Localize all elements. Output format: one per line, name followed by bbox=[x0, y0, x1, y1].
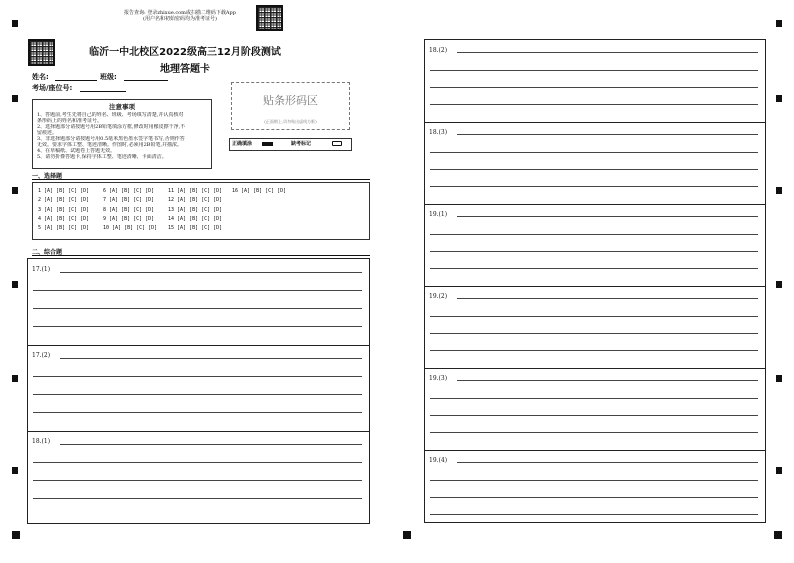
choice-item[interactable]: 14 [A] [B] [C] [D] bbox=[168, 215, 223, 222]
answer-line[interactable] bbox=[33, 308, 362, 309]
section-1-rule bbox=[32, 179, 370, 180]
answer-line[interactable] bbox=[33, 498, 362, 499]
exam-title: 临沂一中北校区2022级高三12月阶段测试 bbox=[89, 47, 281, 58]
notes-box bbox=[32, 99, 212, 169]
answer-line[interactable] bbox=[430, 432, 758, 433]
answer-label: 17.(2) bbox=[32, 352, 51, 359]
block-divider bbox=[28, 431, 369, 432]
timing-mark bbox=[12, 531, 20, 539]
answer-line[interactable] bbox=[430, 350, 758, 351]
block-divider bbox=[425, 122, 765, 123]
answer-line[interactable] bbox=[457, 52, 758, 53]
class-field[interactable] bbox=[124, 80, 168, 81]
block-divider bbox=[425, 204, 765, 205]
answer-line[interactable] bbox=[430, 497, 758, 498]
seat-label: 考场/座位号: bbox=[32, 84, 73, 92]
note-line: 3、非选择题部分请按题号用0.5毫米黑色墨水签字笔书写,否则作答 bbox=[37, 136, 185, 142]
answer-line[interactable] bbox=[457, 380, 758, 381]
choice-item[interactable]: 3 [A] [B] [C] [D] bbox=[38, 206, 90, 213]
note-line: 4、在草稿纸、试题卷上答题无效。 bbox=[37, 148, 116, 154]
answer-label: 18.(1) bbox=[32, 438, 51, 445]
answer-line[interactable] bbox=[60, 272, 362, 273]
timing-mark bbox=[776, 95, 782, 102]
answer-line[interactable] bbox=[457, 134, 758, 135]
answer-line[interactable] bbox=[457, 216, 758, 217]
answer-label: 18.(3) bbox=[429, 129, 448, 136]
answer-line[interactable] bbox=[430, 234, 758, 235]
choice-item[interactable]: 7 [A] [B] [C] [D] bbox=[103, 197, 155, 204]
answer-line[interactable] bbox=[430, 186, 758, 187]
missing-label: 缺考标记 bbox=[291, 141, 312, 147]
answer-line[interactable] bbox=[430, 169, 758, 170]
card-qr-code bbox=[28, 39, 55, 66]
notice-line-1: 报告查询: 登录zhixue.com或扫描二维码下载App bbox=[124, 10, 236, 16]
barcode-hint: (正面朝上,切勿贴出虚线方框) bbox=[264, 119, 317, 124]
answer-line[interactable] bbox=[60, 444, 362, 445]
section-1-title: 一、选择题 bbox=[32, 173, 63, 180]
timing-mark bbox=[12, 20, 18, 27]
app-qr-code bbox=[256, 5, 283, 31]
subject-title: 地理答题卡 bbox=[160, 64, 210, 75]
report-notice bbox=[110, 10, 250, 22]
answer-label: 19.(3) bbox=[429, 375, 448, 382]
choice-item[interactable]: 13 [A] [B] [C] [D] bbox=[168, 206, 223, 213]
answer-label: 19.(4) bbox=[429, 457, 448, 464]
choice-item[interactable]: 11 [A] [B] [C] [D] bbox=[168, 188, 223, 194]
choice-item[interactable]: 8 [A] [B] [C] [D] bbox=[103, 206, 155, 213]
answer-line[interactable] bbox=[60, 358, 362, 359]
name-label: 姓名: bbox=[32, 73, 49, 81]
name-field[interactable] bbox=[55, 80, 97, 81]
notice-line-2: (用户名和初始密码均为准考证号) bbox=[143, 16, 217, 22]
answer-line[interactable] bbox=[430, 70, 758, 71]
filled-sample bbox=[262, 142, 273, 146]
barcode-area bbox=[231, 82, 350, 130]
timing-mark bbox=[776, 375, 782, 382]
right-answer-box bbox=[424, 39, 766, 523]
left-answer-box bbox=[27, 258, 370, 524]
section-2-rule bbox=[32, 255, 370, 256]
answer-line[interactable] bbox=[430, 268, 758, 269]
card-title bbox=[60, 43, 310, 75]
answer-line[interactable] bbox=[430, 398, 758, 399]
note-line: 条形码上的姓名和准考证号。 bbox=[37, 118, 103, 124]
answer-line[interactable] bbox=[33, 412, 362, 413]
notes-title: 注意事项 bbox=[109, 103, 135, 111]
answer-label: 19.(1) bbox=[429, 211, 448, 218]
block-divider bbox=[28, 345, 369, 346]
answer-label: 18.(2) bbox=[429, 47, 448, 54]
answer-line[interactable] bbox=[430, 415, 758, 416]
answer-label: 19.(2) bbox=[429, 293, 448, 300]
choice-item[interactable]: 9 [A] [B] [C] [D] bbox=[103, 215, 155, 222]
answer-line[interactable] bbox=[33, 462, 362, 463]
answer-line[interactable] bbox=[33, 376, 362, 377]
timing-mark bbox=[776, 281, 782, 288]
timing-mark bbox=[12, 187, 18, 194]
timing-mark bbox=[12, 95, 18, 102]
timing-mark bbox=[776, 467, 782, 474]
choice-item[interactable]: 12 [A] [B] [C] [D] bbox=[168, 197, 223, 204]
choice-item[interactable]: 15 [A] [B] [C] [D] bbox=[168, 225, 223, 232]
timing-mark bbox=[776, 20, 782, 27]
choice-item[interactable]: 4 [A] [B] [C] [D] bbox=[38, 215, 90, 222]
note-line: 留痕迹。 bbox=[37, 130, 58, 136]
answer-line[interactable] bbox=[430, 514, 758, 515]
note-line: 1、答题前,考生先将自己的姓名、班级、考场填写清楚,并认真核对 bbox=[37, 112, 184, 118]
answer-line[interactable] bbox=[430, 480, 758, 481]
absent-label: 正确填涂 bbox=[232, 141, 253, 147]
answer-line[interactable] bbox=[430, 104, 758, 105]
note-line: 无效。要求字体工整、笔迹清晰。作图时,必须用2B铅笔,并描浓。 bbox=[37, 142, 183, 148]
answer-line[interactable] bbox=[430, 251, 758, 252]
section-2-title: 二、综合题 bbox=[32, 249, 63, 256]
answer-line[interactable] bbox=[33, 326, 362, 327]
timing-mark bbox=[776, 187, 782, 194]
notes-list bbox=[37, 112, 207, 160]
block-divider bbox=[425, 368, 765, 369]
timing-mark bbox=[12, 467, 18, 474]
class-label: 班级: bbox=[100, 73, 117, 81]
answer-line[interactable] bbox=[430, 152, 758, 153]
answer-line[interactable] bbox=[430, 316, 758, 317]
answer-line[interactable] bbox=[430, 333, 758, 334]
choice-item[interactable]: 5 [A] [B] [C] [D] bbox=[38, 225, 90, 232]
barcode-title: 贴条形码区 bbox=[263, 94, 318, 107]
choice-item[interactable]: 16 [A] [B] [C] [D] bbox=[232, 188, 287, 194]
timing-mark bbox=[774, 531, 782, 539]
timing-mark bbox=[403, 531, 411, 539]
choice-item[interactable]: 1 [A] [B] [C] [D] bbox=[38, 188, 90, 194]
timing-mark bbox=[12, 281, 18, 288]
timing-mark bbox=[12, 375, 18, 382]
answer-line[interactable] bbox=[457, 298, 758, 299]
choice-item[interactable]: 2 [A] [B] [C] [D] bbox=[38, 197, 90, 204]
note-line: 2、选择题部分请按题号用2B铅笔填涂方框,修改时用橡皮擦干净,不 bbox=[37, 124, 186, 130]
seat-field[interactable] bbox=[80, 91, 126, 92]
block-divider bbox=[425, 450, 765, 451]
answer-line[interactable] bbox=[33, 480, 362, 481]
missing-mark-box[interactable] bbox=[332, 141, 342, 146]
answer-line[interactable] bbox=[430, 87, 758, 88]
note-line: 5、请勿折叠答题卡,保持字体工整、笔迹清晰、卡面清洁。 bbox=[37, 154, 167, 160]
choice-item[interactable]: 10 [A] [B] [C] [D] bbox=[103, 225, 158, 232]
choice-item[interactable]: 6 [A] [B] [C] [D] bbox=[103, 188, 155, 194]
block-divider bbox=[425, 286, 765, 287]
answer-label: 17.(1) bbox=[32, 266, 51, 273]
answer-line[interactable] bbox=[457, 462, 758, 463]
answer-line[interactable] bbox=[33, 394, 362, 395]
answer-line[interactable] bbox=[33, 290, 362, 291]
